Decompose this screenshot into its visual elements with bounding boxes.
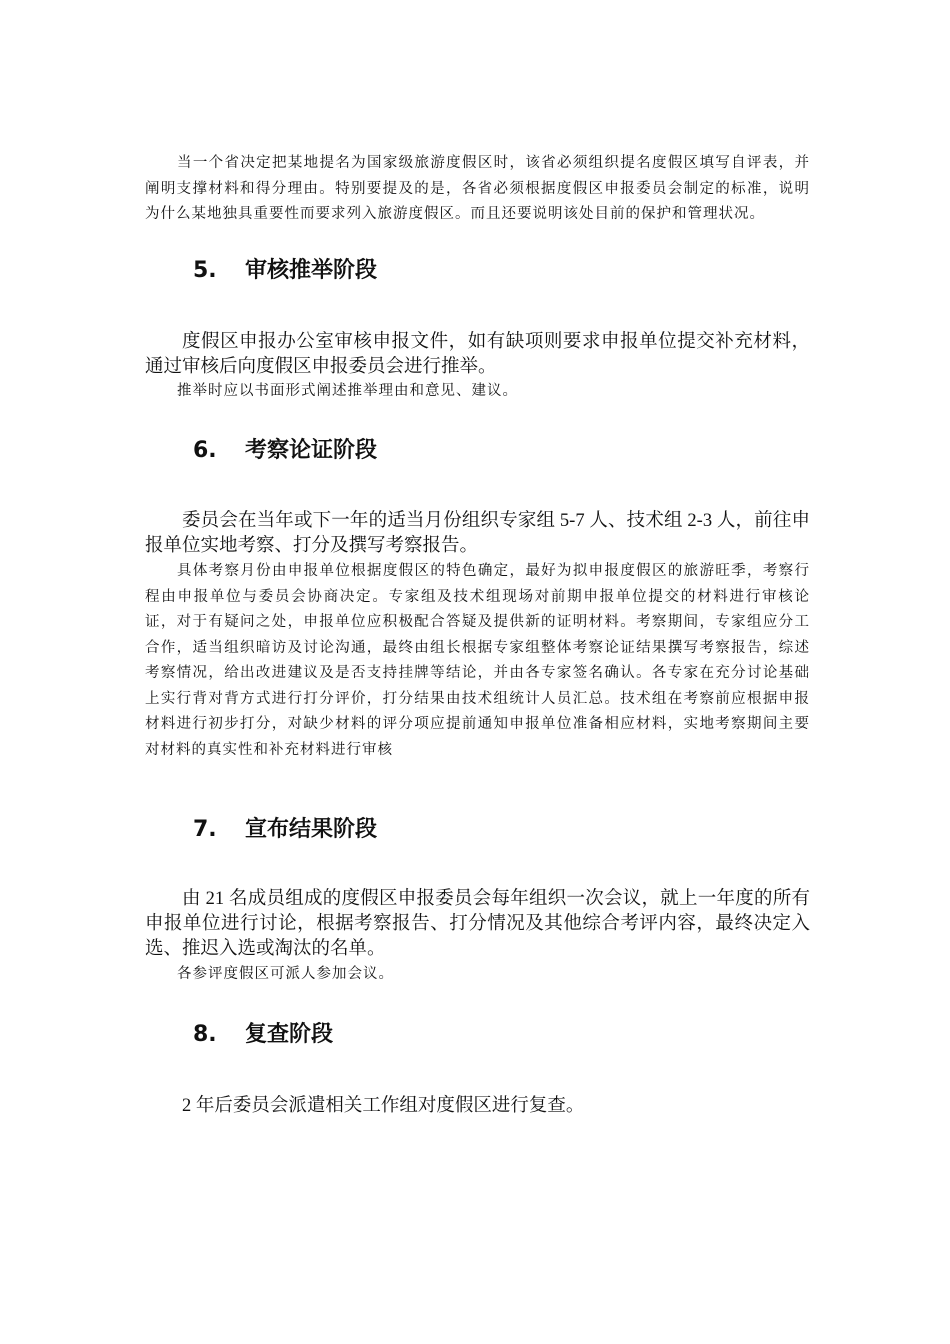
section-heading-5 [193, 256, 377, 286]
section-title: 审核推举阶段 [245, 258, 378, 283]
section-7-note: 各参评度假区可派人参加会议。 [177, 966, 394, 982]
section-6-paragraph: 委员会在当年或下一年的适当月份组织专家组 5-7 人、技术组 2-3 人，前往申报单位实地考察、打分及撰写考察报告。 [145, 511, 810, 556]
section-7-paragraph: 由 21 名成员组成的度假区申报委员会每年组织一次会议，就上一年度的所有申报单位进行讨论，根据考察报告、打分情况及其他综合考评内容，最终决定入选、推迟入选或淘汰的名单。 [145, 889, 810, 959]
section-number: 7. [193, 817, 217, 842]
section-heading-6 [193, 436, 377, 466]
section-title: 考察论证阶段 [245, 438, 378, 463]
section-title: 宣布结果阶段 [245, 817, 378, 842]
section-5-paragraph: 度假区申报办公室审核申报文件，如有缺项则要求申报单位提交补充材料，通过审核后向度假区申报委员会进行推举。 [145, 332, 810, 377]
section-heading-8 [193, 1020, 333, 1050]
section-title: 复查阶段 [245, 1022, 334, 1047]
section-number: 8. [193, 1022, 217, 1047]
section-heading-7 [193, 815, 377, 845]
section-5-note: 推举时应以书面形式阐述推举理由和意见、建议。 [177, 383, 518, 399]
section-8-paragraph: 2 年后委员会派遣相关工作组对度假区进行复查。 [182, 1096, 585, 1116]
section-number: 5. [193, 258, 217, 283]
section-number: 6. [193, 438, 217, 463]
section-6-note: 具体考察月份由申报单位根据度假区的特色确定，最好为拟申报度假区的旅游旺季，考察行程由申报单位与委员会协商决定。专家组及技术组现场对前期申报单位提交的材料进行审核论证，对于有疑问之处，申报单位应积极配合答疑及提供新的证明材料。考察期间，专家组应分工合作，适当组织暗访及讨论沟通，最终由组长根据专家组整体考察论证结果撰写考察报告，综述考察情况，给出改进建议及是否支持挂牌等结论，并由各专家签名确认。各专家在充分讨论基础上实行背对背方式进行打分评价，打分结果由技术组统计人员汇总。技术组在考察前应根据申报材料进行初步打分，对缺少材料的评分项应提前通知申报单位准备相应材料，实地考察期间主要对材料的真实性和补充材料进行审核 [145, 563, 810, 758]
intro-paragraph: 当一个省决定把某地提名为国家级旅游度假区时，该省必须组织提名度假区填写自评表，并阐明支撑材料和得分理由。特别要提及的是，各省必须根据度假区申报委员会制定的标准，说明为什么某地独具重要性而要求列入旅游度假区。而且还要说明该处目前的保护和管理状况。 [145, 155, 810, 222]
